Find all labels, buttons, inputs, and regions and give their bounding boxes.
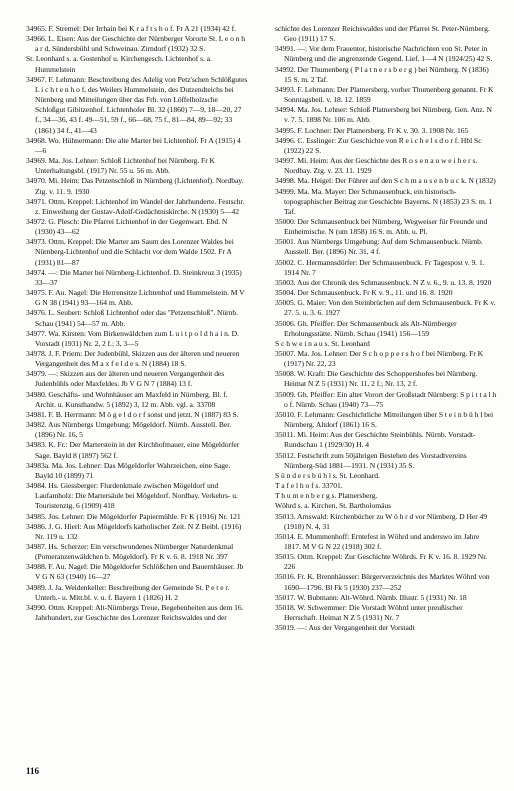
bibliography-entry: 34996. C. Esslinger: Zur Geschichte von R e i c h e l s d o r f. Hbl Sc (1922) 22 S. — [275, 135, 482, 155]
bibliography-entry: 35001. Aus Nürnbergs Umgebung: Auf dem Schmausenbuck. Nürnb. Ausstell. Ber. (1896) Nr. 31, 4 f. — [275, 237, 483, 257]
bibliography-entry: 35000. Der Schmausenbuck bei Nürnberg, Wegweiser für Freunde und Einheimische. N (um 1858) 16 S. m. Abb. u. Pl. — [275, 216, 488, 237]
bibliography-entry: 34968. Wo. Hühnermann: Die alte Marter bei Lichtenhof. Fr A (1915) 4—6 — [26, 135, 241, 155]
bibliography-entry: 34992. Der Thumenberg ( P l a t n e r s b e r g ) bei Nürnberg. N (1836) 15 S. m. 2 Taf. — [275, 64, 489, 84]
bibliography-entry: 34980. Geschäfts- und Wohnhäuser am Maxfeld in Nürnberg. Bl. f. Archit. u. Kunsthandw. 5 (1892) 3, 12 m. Abb. vgl. a. 33708 — [26, 389, 228, 409]
bibliography-entry: 34988. F. Au. Nagel: Die Mögeldorfer Schlößchen und Bauernhäuser. Jb V G N 63 (1940) 16—27 — [26, 562, 244, 582]
bibliography-entry: S ü n d e r s b ü h l s. St. Leonhard. — [275, 470, 380, 480]
bibliography-entry: 34997. Mi. Heim: Aus der Geschichte des R o s e n a u w e i h e r s. Nordbay. Ztg. v. 23. 11. 1929 — [275, 156, 478, 176]
bibliography-entry: 34976. L. Seubert: Schloß Lichtenhof oder das "Petzenschloß". Nürnb. Schau (1941) 54—57 m. Abb. — [26, 308, 239, 328]
bibliography-entry: 34967. F. Lehmann: Beschreibung des Adelig von Petz'schen Schlößgutes L i c h t e n h o f, des Weilers Hummelstein, des Dutzendteichs bei Nürnberg und Mitteilungen über das Frh. von Löffelholzsche Schloßgut Gibitzenhof. Lichtenhofer Bl. 32 (1860) 7—9, 18—20, 27 f., 34—36, 43 f. 49—51, 59 f., 66—68, 75 f., 81—84, 89—92; 33 (1861) 34 f., 41—43 — [26, 74, 248, 135]
bibliography-entry: 35011. Mi. Heim: Aus der Geschichte Steinbühls. Nürnb. Vorstadt-Rundschau 1 (1929/30) H. 4 — [275, 430, 476, 450]
bibliography-entry: 34978. J. F. Priem: Der Judenbühl, Skizzen aus der älteren und neueren Vergangenheit des M a x f e l d e s. N (1884) 18 S. — [26, 349, 240, 369]
bibliography-entry: St. Leonhard s. a. Gostenhof u. Kirchengesch. Lichtenhof s. a. Hummelstein — [26, 54, 212, 74]
bibliography-entry: 34991. —: Vor dem Frauentor, historische Nachrichten von St. Peter in Nürnberg und die angrenzende Gegend. Lief. 1—4 N (1924/25) 42 S. — [275, 44, 493, 64]
bibliography-entry: 35015. Ottm. Kreppel: Zur Geschichte Wöhrds. Fr K v. 16. 8. 1929 Nr. 226 — [275, 552, 488, 572]
bibliography-entry: 34982. Aus Nürnbergs Umgebung: Mögeldorf. Nürnb. Ausstell. Ber. (1896) Nr. 16, 5 — [26, 420, 232, 440]
bibliography-entry: 34993. F. Lehmann: Der Platnersberg, vorher Thumenberg genannt. Fr K Sonntagsbeil. v. 18. 12. 1859 — [275, 84, 494, 105]
bibliography-entry: 34979. —: Skizzen aus der älteren und neueren Vergangenheit des Judenbühls oder Maxfeldes. Jb V G N 7 (1884) 13 f. — [26, 369, 225, 389]
bibliography-entry: 35006. Gh. Pfeiffer: Der Schmausenbuck als Alt-Nürnberger Erholungsstätte. Nürnb. Schau (1941) 156—159 — [275, 318, 457, 338]
bibliography-entry: 35009. Gh. Pfeiffer: Ein alter Vorort der Großstadt Nürnberg: S p i t t a l h o f. Nürnb. Schau (1940) 73—75 — [275, 389, 497, 409]
bibliography-entry: 34965. F. Stremel: Der Irrhain bei K r a f t s h o f. Fr A 21 (1934) 42 f. — [26, 24, 236, 33]
bibliography-entry: 35002. C. Hermannsdörfer: Der Schmausenbuck. Fr Tagespost v. 9. 1. 1914 Nr. 7 — [275, 257, 485, 277]
bibliography-entry: 35014. E. Mummenhoff: Erntefest in Wöhrd und anderswo im Jahre 1817. M V G N 22 (1918) 302 f. — [275, 531, 480, 551]
bibliography-entry: 34973. Ottm. Kreppel: Die Marter am Saum des Lorenzer Waldes bei Nürnberg-Lichtenhof und die Schlacht vor dem Walde 1502. Fr A (1931) 81—87 — [26, 237, 234, 267]
bibliography-entry: 35010. F. Lehmann: Geschichtliche Mitteilungen über S t e i n b ü h l bei Nürnberg. Altdorf (1861) 16 S. — [275, 409, 494, 430]
right-column — [275, 24, 497, 633]
bibliography-entry: 34972. G. Plesch: Die Pfarrei Lichtenhof in der Gegenwart. Ebd. N (1930) 43—62 — [26, 216, 228, 237]
bibliography-entry: 34998. Ma. Heigel: Der Führer auf den S c h m a u s e n b u c k. N (1832) — [275, 176, 496, 186]
bibliography-entry: 34985. Jos. Lehner: Die Mögeldorfer Papiermühle. Fr K (1916) Nr. 121 — [26, 511, 241, 521]
bibliography-entry: 34994. Ma. Jos. Lehner: Schloß Platnersberg bei Nürnberg. Gen. Anz. N v. 7. 5. 1898 Nr. 106 m. Abb. — [275, 105, 492, 125]
bibliography-entry: 34989. J. Ja. Weidenkeller: Beschreibung der Gemeinde St. P e t e r. Unterh.- u. Mitt.bl. v. u. f. Bayern 1 (1826) H. 2 — [26, 582, 230, 602]
bibliography-entry: 34995. F. Lochner: Der Platnersberg. Fr K v. 30. 3. 1908 Nr. 165 — [275, 125, 469, 135]
bibliography-entry: schichte des Lorenzer Reichswaldes und der Pfarrei St. Peter-Nürnberg. Geo (1911) 17 S. — [275, 24, 490, 44]
bibliography-entry: 35007. Ma. Jos. Lehner: Der S c h o p p e r s h o f bei Nürnberg. Fr K (1917) Nr. 22, 23 — [275, 349, 484, 369]
bibliography-entry: T h u m e n b e r g s. Platnersberg. — [275, 491, 378, 501]
bibliography-entry: 34981. F. B. Herrmann: M ö g e l d o r f sonst und jetzt. N (1887) 83 S. — [26, 409, 239, 419]
bibliography-entry: 35016. Fr. K. Brennhäusser: Bürgerverzeichnis des Marktes Wöhrd von 1690—1796. Bl Fk 5 (1930) 237—252 — [275, 572, 490, 592]
bibliography-entry: 34974. —: Die Marter bei Nürnberg-Lichtenhof. D. Steinkreuz 3 (1935) 33—37 — [26, 267, 242, 287]
bibliography-entry: T a f e l h o f s. 33701. — [275, 481, 343, 491]
bibliography-entry: 34984. Hs. Giessberger: Flurdenkmale zwischen Mögeldorf und Laufamholz: Die Martersäule bei Mögeldorf. Nordbay. Verkehrs- u. Touristenztg. 6 (1909) 418 — [26, 481, 238, 511]
bibliography-entry: 35018. W. Schwemmer: Die Vorstadt Wöhrd unter preußischer Herrschaft. Heimat N Z 5 (1931) Nr. 7 — [275, 602, 463, 623]
left-column — [26, 24, 248, 623]
bibliography-entry: 34983a. Ma. Jos. Lehner: Das Mögeldorfer Wahrzeichen, eine Sage. Bayld 10 (1899) 71 — [26, 460, 231, 480]
bibliography-entry: 34999. Ma. Ma. Mayer: Der Schmausenbuck, ein historisch-topographischer Beitrag zur Geschichte Bayerns. N (1853) 23 S. m. 1 Taf. — [275, 186, 493, 216]
page-number: 116 — [26, 766, 40, 776]
bibliography-entry: 34986. J. G. Hierl: Aus Mögeldorfs katholischer Zeit. N Z Beibl. (1916) Nr. 119 u. 132 — [26, 521, 242, 541]
bibliography-entry: 34966. L. Eisen: Aus der Geschichte der Nürnberger Vororte St. L e o n h a r d, Sündersbühl und Schweinau. Zirndorf (1932) 32 S. — [26, 34, 246, 54]
bibliography-entry: 34971. Ottm. Kreppel: Lichtenhof im Wandel der Jahrhunderte. Festschr. z. Einweihung der Gustav-Adolf-Gedächtniskirche. N (1930) 5—42 — [26, 196, 245, 216]
bibliography-entry: 35017. W. Bubmann: Alt-Wöhrd. Nürnb. Illustr. 5 (1931) Nr. 18 — [275, 592, 467, 602]
bibliography-entry: 34987. Hs. Scherzer: Ein verschwundenes Nürnberger Naturdenkmal (Pomeranzenwäldchen b. Mögeldorf). Fr K v. 6. 8. 1918 Nr. 397 — [26, 541, 234, 562]
bibliography-entry: 34969. Ma. Jos. Lehner: Schloß Lichtenhof bei Nürnberg. Fr K Unterhaltungsbl. (1917) Nr. 55 u. 56 m. Abb. — [26, 156, 215, 176]
bibliography-entry: 35019. —: Aus der Vergangenheit der Vorstadt — [275, 623, 415, 633]
bibliography-entry: 34977. Wa. Kirsten: Vom Birkenwäldchen zum L u i t p o l d h a i n. D. Vorstadt (1931) Nr. 2, 2 f.; 3, 3—5 — [26, 328, 239, 348]
bibliography-entry: 34983. K. Fr.: Der Marterstein in der Kirchhofmauer, eine Mögeldorfer Sage. Bayld 8 (1897) 562 f. — [26, 440, 240, 460]
bibliography-entry: 35005. G. Maier: Von den Steinbrüchen auf dem Schmausenbuck. Fr K v. 27. 5. u. 3. 6. 1927 — [275, 298, 496, 318]
bibliography-entry: 34975. F. Au. Nagel: Die Herrensitze Lichtenhof und Hummelstein. M V G N 38 (1941) 93—164 m. Abb. — [26, 288, 245, 308]
bibliography-entry: 35004. Der Schmausenbuck. Fr K v. 9., 11. und 16. 8. 1920 — [275, 288, 453, 298]
bibliography-entry: S c h w e i n a u s. St. Leonhard — [275, 338, 370, 348]
bibliography-entry: 35003. Aus der Chronik des Schmausenbuck. N Z v. 6., 9. u. 13. 8. 1920 — [275, 277, 492, 287]
bibliography-entry: 34990. Ottm. Kreppel: Alt-Nürnbergs Treue, Begebenheiten aus dem 16. Jahrhundert, zur Geschichte des Lorenzer Reichswaldes und der — [26, 602, 244, 623]
bibliography-entry: 34970. Mi. Heim: Das Petzenschloß in Nürnberg (Lichtenhof). Nordbay. Ztg. v. 11. 9. 1930 — [26, 176, 244, 196]
bibliography-entry: 35008. W. Kraft: Die Geschichte des Schoppershofes bei Nürnberg. Heimat N Z 5 (1931) Nr. 11, 2 f.; Nr. 13, 2 f. — [275, 369, 478, 389]
bibliography-entry: 35013. Arnswald: Kirchenbücher zu W ö h r d vor Nürnberg. D Her 49 (1918) N. 4, 31 — [275, 511, 488, 531]
bibliography-entry: 35012. Festschrift zum 50jährigen Bestehen des Vorstadtvereins Nürnberg-Süd 1881—1931. N (1931) 35 S. — [275, 450, 467, 470]
bibliography-entry: Wöhrd s. a. Kirchen, St. Bartholomäus — [275, 501, 392, 511]
